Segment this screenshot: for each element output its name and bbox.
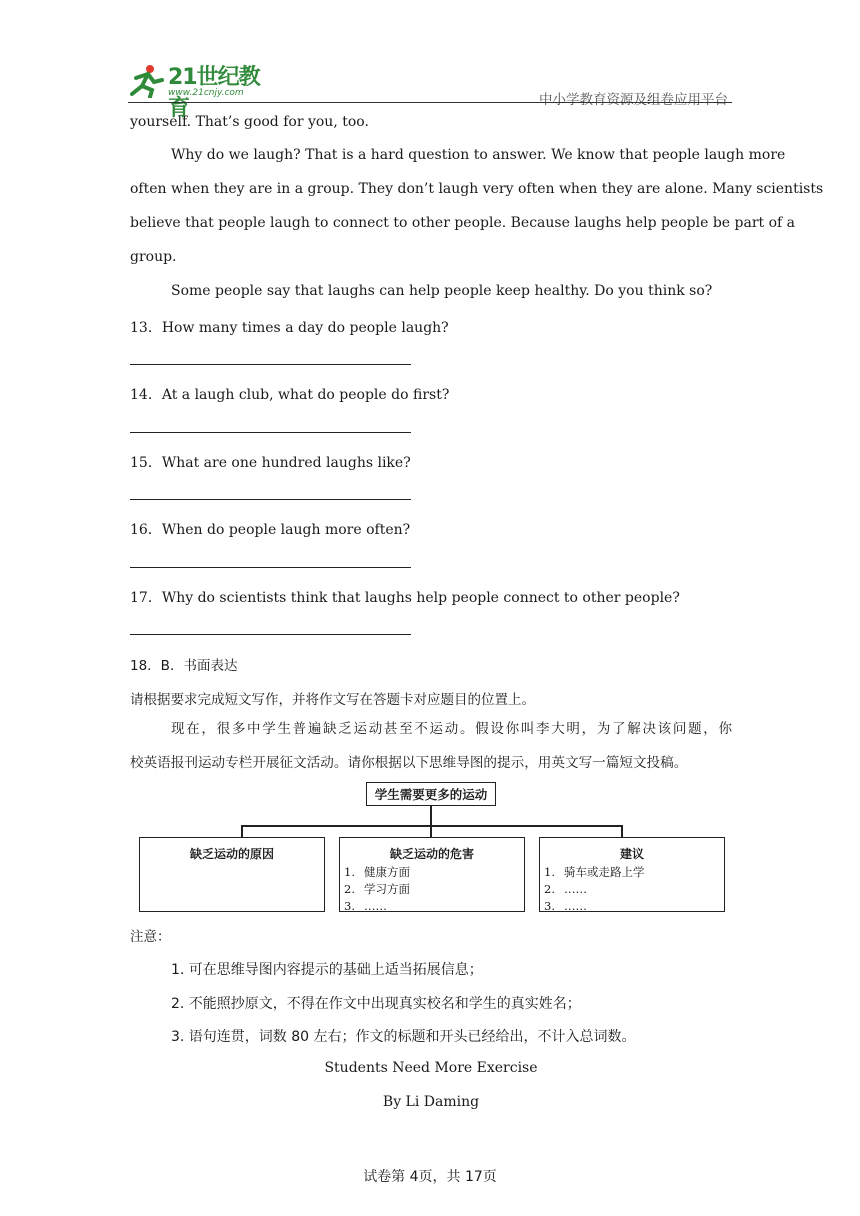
box-title: 缺乏运动的原因	[189, 847, 274, 861]
question-text: How many times a day do people laugh?	[161, 320, 449, 336]
question-17	[130, 587, 680, 607]
question-14	[130, 384, 449, 404]
connector-line	[430, 825, 432, 837]
mind-map-title: 学生需要更多的运动	[366, 782, 496, 806]
question-13	[130, 317, 449, 337]
question-text: Why do scientists think that laughs help people connect to other people?	[161, 590, 680, 606]
question-number: 15．	[130, 455, 162, 471]
box-item: 2. 学习方面	[344, 882, 410, 896]
box-item: 1. 健康方面	[344, 865, 410, 879]
box-item: 3. ……	[344, 899, 387, 913]
question-number: 13．	[130, 320, 162, 336]
question-text: At a laugh club, what do people do first?	[161, 387, 450, 403]
platform-name: 中小学教育资源及组卷应用平台	[539, 92, 728, 108]
logo	[128, 58, 278, 121]
answer-line-13[interactable]	[130, 364, 411, 365]
connector-line	[430, 806, 432, 826]
passage-line: believe that people laugh to connect to other people. Because laughs help people be part of a	[130, 215, 796, 231]
answer-line-15[interactable]	[130, 499, 411, 500]
passage-line: group.	[130, 249, 177, 265]
box-item: 1. 骑车或走路上学	[544, 865, 645, 879]
writing-instruction: 请根据要求完成短文写作，并将作文写在答题卡对应题目的位置上。	[130, 692, 535, 708]
question-text: What are one hundred laughs like?	[161, 455, 411, 471]
question-15	[130, 452, 411, 472]
answer-line-17[interactable]	[130, 634, 411, 635]
question-16	[130, 519, 410, 539]
question-number: 14．	[130, 387, 162, 403]
question-number: 17．	[130, 590, 162, 606]
essay-byline: By Li Daming	[382, 1094, 480, 1110]
box-item: 2. ……	[544, 882, 587, 896]
connector-line	[621, 825, 623, 837]
logo-url: www.21cnjy.com	[168, 88, 244, 98]
passage-line: yourself. That’s good for you, too.	[130, 114, 369, 130]
answer-line-14[interactable]	[130, 432, 411, 433]
connector-line	[241, 825, 622, 827]
header-divider	[128, 102, 732, 103]
passage-line: often when they are in a group. They don’t laugh very often when they are alone. Many scientists	[130, 181, 824, 197]
writing-heading: 18．B．书面表达	[130, 658, 238, 674]
passage-line: Why do we laugh? That is a hard question to answer. We know that people laugh more	[171, 147, 786, 163]
logo-text: 21世纪教育	[168, 65, 260, 121]
runner-logo-icon	[128, 64, 164, 98]
page-footer: 试卷第 4页，共 17页	[363, 1169, 497, 1185]
note-label: 注意：	[130, 929, 171, 945]
answer-line-16[interactable]	[130, 567, 411, 568]
box-item: 3. ……	[544, 899, 587, 913]
writing-prompt-line: 现在，很多中学生普遍缺乏运动甚至不运动。假设你叫李大明，为了解决该问题，你	[171, 721, 732, 737]
question-number: 16．	[130, 522, 162, 538]
passage-line: Some people say that laughs can help people keep healthy. Do you think so?	[171, 283, 713, 299]
box-title: 缺乏运动的危害	[389, 847, 474, 861]
question-text: When do people laugh more often?	[161, 522, 411, 538]
mind-map-box-harms	[339, 837, 525, 912]
connector-line	[241, 825, 243, 837]
page-header	[128, 58, 732, 121]
mind-map-box-suggestions	[539, 837, 725, 912]
mind-map-box-reasons	[139, 837, 325, 912]
note-item: 1. 可在思维导图内容提示的基础上适当拓展信息；	[171, 962, 483, 978]
essay-title: Students Need More Exercise	[324, 1060, 538, 1076]
note-item: 3. 语句连贯，词数 80 左右；作文的标题和开头已经给出，不计入总词数。	[171, 1029, 636, 1045]
box-title: 建议	[619, 847, 644, 861]
writing-prompt-line: 校英语报刊运动专栏开展征文活动。请你根据以下思维导图的提示，用英文写一篇短文投稿。	[130, 755, 688, 771]
note-item: 2. 不能照抄原文，不得在作文中出现真实校名和学生的真实姓名；	[171, 996, 581, 1012]
